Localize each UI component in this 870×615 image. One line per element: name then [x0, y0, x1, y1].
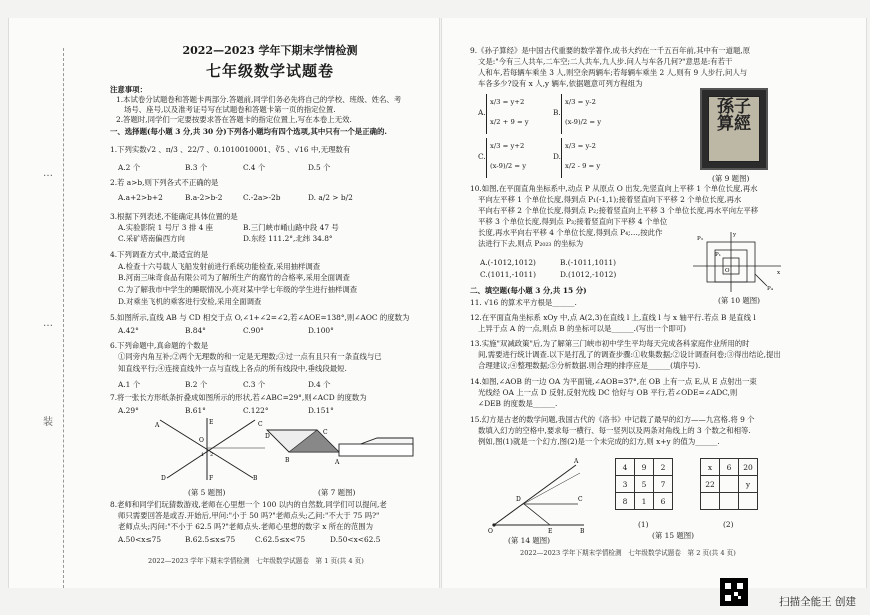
q6-option-d: D.4 个: [308, 380, 331, 389]
magic-cell: 7: [654, 476, 673, 493]
binding-line: [63, 48, 64, 588]
note-1-line-1: 1.本试卷分试题卷和答题卡两部分.答题前,同学们务必先将自己的学校、班级、姓名、考: [116, 95, 402, 104]
magic-square-1-row: [616, 476, 673, 493]
figure-5-caption: (第 5 题图): [188, 488, 226, 497]
q2-option-a: A.a+2>b+2: [118, 193, 163, 202]
q9-option-d-brace: [561, 138, 562, 178]
q9-option-c-eq2: (x-9)/2 = y: [490, 162, 527, 170]
question-8-line-2: 师只需要回答是或否.开始后,甲问:"小于 50 吗?"老师点头;乙问:"不大于 75 吗?": [118, 511, 380, 520]
question-12-line-2: 上异于点 A 的一点,则点 B 的坐标可以是______.(写出一个即可): [478, 324, 687, 333]
magic-square-2-label: (2): [723, 520, 734, 529]
question-10-line-1: 10.如图,在平面直角坐标系中,动点 P 从原点 O 出发,先竖直向上平移 1 个单位长度,再水: [470, 184, 758, 193]
q9-option-a-eq2: x/2 + 9 = y: [490, 118, 529, 126]
q9-option-c-eq1: x/3 = y+2: [490, 142, 525, 150]
fig10-label-p1: P₁: [715, 252, 721, 258]
q1-option-d: D.5 个: [308, 163, 331, 172]
q6-line-2: 知直线平行;④连接直线外一点与直线上各点的所有线段中,垂线段最短.: [118, 364, 347, 373]
fig14-label-d: D: [516, 496, 521, 503]
question-13-line-3: 合理建议;④整理数据;⑤分析数据.则合理的排序应是______(填序号).: [478, 361, 701, 370]
q3-option-d: D.东经 111.2°,北纬 34.8°: [243, 234, 333, 243]
q9-option-c-label: C.: [478, 152, 486, 161]
figure-14-mirror-angle: [488, 455, 588, 535]
q10-option-b: B.(-1011,1011): [560, 258, 617, 267]
q3-option-b: B.三门峡市崤山路中段 47 号: [243, 223, 339, 232]
question-10-line-2: 平向左平移 1 个单位长度,得到点 P₁(-1,1);接着竖直向下平移 2 个单位长度,再水: [478, 195, 742, 204]
question-6: 6.下列命题中,真命题的个数是: [110, 341, 209, 350]
question-14-line-1: 14.如图,∠AOB 的一边 OA 为平面镜,∠AOB=37°,在 OB 上有一点 E,从 E 点射出一束: [470, 377, 757, 386]
figure-7-caption: (第 7 题图): [318, 488, 356, 497]
q10-option-a: A.(-1012,1012): [480, 258, 536, 267]
question-11: 11. √16 的算术平方根是______.: [470, 298, 577, 307]
fig10-label-x: x: [777, 270, 781, 276]
section-1-heading: 一、选择题(每小题 3 分,共 30 分)下列各小题均有四个选项,其中只有一个是正确的.: [110, 127, 387, 136]
svg-text:C: C: [323, 429, 328, 436]
q9-option-b-eq1: x/3 = y-2: [565, 98, 596, 106]
q7-option-a: A.29°: [118, 406, 139, 415]
question-14-line-2: 光线经 OA 上一点 D 反射,反射光线 DC 恰好与 OB 平行,若∠ODE=∠ADC,则: [478, 388, 738, 397]
q9-option-a-eq1: x/3 = y+2: [490, 98, 525, 106]
question-10-line-3: 平向右平移 2 个单位长度,得到点 P₂;接着竖直向上平移 3 个单位长度,再水平向左平移: [478, 206, 759, 215]
question-9-line-3: 人和车,若每辆车乘坐 3 人,则空余两辆车;若每辆车乘坐 2 人,则有 9 人步行,问人与: [478, 68, 748, 77]
q5-option-c: C.90°: [243, 326, 264, 335]
q9-option-c-brace: [486, 138, 487, 178]
magic-cell: 2: [654, 459, 673, 476]
question-4: 4.下列调查方式中,最适宜的是: [110, 250, 209, 259]
magic-square-2-row: [701, 459, 758, 476]
fig14-label-o: O: [488, 528, 493, 535]
magic-cell: y: [739, 476, 758, 493]
fig10-label-p3: P₃: [697, 236, 703, 242]
figure-9-book-image: [700, 88, 768, 170]
q6-line-1: ①同旁内角互补;②两个无理数的和一定是无理数;③过一点有且只有一条直线与已: [118, 352, 382, 361]
book-cover: [708, 96, 760, 162]
question-13-line-2: 间,需要进行统计调查.以下是打乱了的调查步骤:①收集数据;②设计调查问卷;③得出结论,提出: [478, 350, 781, 359]
fig10-label-y: y: [733, 232, 737, 238]
exam-header-title: 2022—2023 学年下期末学情检测: [182, 44, 358, 57]
question-15-line-3: 例如,图(1)就是一个幻方,图(2)是一个未完成的幻方,则 x+y 的值为______.: [478, 437, 720, 446]
question-15-line-2: 数填入幻方的空格中,要求每一横行、每一竖列以及两条对角线上的 3 个数之和相等.: [478, 426, 751, 435]
svg-text:C: C: [258, 421, 263, 428]
q7-option-c: C.122°: [243, 406, 269, 415]
q10-option-c: C.(1011,-1011): [480, 270, 536, 279]
figure-10-coordinate-spiral: [693, 230, 785, 292]
magic-cell: 8: [616, 493, 635, 510]
magic-cell: [701, 493, 720, 510]
q4-option-d: D.对乘坐飞机的乘客进行安检,采用全面调查: [118, 297, 262, 306]
fig14-label-a: A: [574, 458, 579, 465]
magic-cell: 22: [701, 476, 720, 493]
question-13-line-1: 13.实施"双减政策"后,为了解第三门峡市初中学生平均每天完成各科家庭作业所用的时: [470, 339, 750, 348]
q1-option-a: A.2 个: [118, 163, 141, 172]
margin-mark: …: [43, 168, 53, 179]
q1-option-c: C.4 个: [243, 163, 266, 172]
figure-9-caption: (第 9 题图): [712, 174, 750, 183]
svg-text:D: D: [161, 475, 166, 482]
q2-option-b: B.a-2>b-2: [185, 193, 223, 202]
svg-text:B: B: [253, 475, 258, 482]
question-8-line-3: 老师点头;丙问:"不小于 62.5 吗?"老师点头.老师心里想的数字 x 所在的范围为: [118, 522, 374, 531]
q9-option-b-label: B.: [553, 108, 561, 117]
q9-option-d-label: D.: [553, 152, 562, 161]
q2-option-d: D. a/2 > b/2: [308, 193, 353, 202]
magic-cell: 6: [720, 459, 739, 476]
magic-cell: x: [701, 459, 720, 476]
notes-heading: 注意事项：: [110, 85, 147, 94]
scanner-watermark: 扫描全能王 创建: [779, 596, 856, 608]
q9-option-b-brace: [561, 94, 562, 134]
section-2-heading: 二、填空题(每小题 3 分,共 15 分): [470, 286, 587, 295]
q8-option-b: B.62.5≤x≤75: [185, 535, 236, 544]
fig14-label-c: C: [578, 496, 583, 503]
q3-option-c: C.采矿塔南偏西方向: [118, 234, 185, 243]
figure-10-caption: (第 10 题图): [718, 296, 761, 305]
exam-main-title: 七年级数学试题卷: [205, 62, 334, 80]
magic-square-1: [615, 458, 673, 510]
question-2: 2.若 a>b,则下列各式不正确的是: [110, 178, 219, 187]
question-9-line-1: 9.《孙子算经》是中国古代重要的数学著作,成书大约在一千五百年前,其中有一道题,原: [470, 46, 751, 55]
q1-option-b: B.3 个: [185, 163, 208, 172]
svg-text:A: A: [335, 459, 340, 466]
magic-cell: 4: [616, 459, 635, 476]
fig10-label-o: O: [725, 268, 730, 274]
q4-option-a: A.检查十六号载人飞船发射前进行系统功能检查,采用抽样调查: [118, 262, 321, 271]
q9-option-a-brace: [486, 94, 487, 134]
figure-14-caption: (第 14 题图): [508, 536, 551, 545]
note-2: 2.答题时,同学们一定要按要求答在答题卡的指定位置上,写在本卷上无效.: [116, 115, 352, 124]
magic-square-2: [700, 458, 758, 510]
svg-text:F: F: [209, 475, 214, 482]
magic-cell: [720, 476, 739, 493]
q4-option-c: C.为了解我市中学生的睡眠情况,小亮对某中学七年级的学生进行抽样调查: [118, 285, 358, 294]
question-9-line-4: 车各多少?设有 x 人,y 辆车,依据题意可列方程组为: [478, 79, 643, 88]
qr-code-icon: [720, 578, 748, 606]
figure-5-intersecting-lines: [155, 418, 275, 480]
figure-15-caption: (第 15 题图): [652, 531, 695, 540]
margin-mark: …: [43, 318, 53, 329]
question-3: 3.根据下列表述,不能确定具体位置的是: [110, 212, 238, 221]
margin-mark: 装: [43, 417, 53, 428]
q3-option-a: A.实验影院 1 号厅 3 排 4 座: [118, 223, 214, 232]
svg-text:D: D: [265, 433, 270, 440]
question-7: 7.将一张长方形纸条折叠成如图所示的形状,若∠ABC=29°,则∠ACD 的度数为: [110, 393, 367, 402]
q5-option-a: A.42°: [118, 326, 139, 335]
q5-option-d: D.100°: [308, 326, 334, 335]
question-15-line-1: 15.幻方是古老的数学问题,我国古代的《洛书》中记载了最早的幻方——九宫格.将 9 个: [470, 415, 755, 424]
magic-cell: 5: [635, 476, 654, 493]
magic-cell: 1: [635, 493, 654, 510]
svg-text:2: 2: [210, 452, 214, 458]
magic-cell: [720, 493, 739, 510]
q5-option-b: B.84°: [185, 326, 206, 335]
magic-square-2-row: [701, 476, 758, 493]
magic-cell: 3: [616, 476, 635, 493]
question-9-line-2: 文是:"今有三人共车,二车空;二人共车,九人步.问人与车各几何?"意思是:有若干: [478, 57, 733, 66]
question-14-line-3: ∠DEB 的度数是______.: [478, 399, 558, 408]
question-1: 1.下列实数√2 、π/3 、22/7 、0.1010010001、∛5 、√16 中,无理数有: [110, 145, 351, 154]
magic-square-1-row: [616, 459, 673, 476]
svg-text:B: B: [285, 457, 290, 464]
q9-option-d-eq2: x/2 - 9 = y: [565, 162, 601, 170]
q8-option-c: C.62.5≤x<75: [255, 535, 306, 544]
magic-cell: [739, 493, 758, 510]
q4-option-b: B.河南三味奇食品有限公司为了解所生产的腐竹的合格率,采用全面调查: [118, 273, 350, 282]
magic-cell: 20: [739, 459, 758, 476]
svg-text:E: E: [209, 419, 214, 426]
q7-option-d: D.151°: [308, 406, 334, 415]
q10-option-d: D.(1012,-1012): [560, 270, 617, 279]
figure-7-folded-strip: [265, 422, 415, 480]
q9-option-d-eq1: x/3 = y-2: [565, 142, 596, 150]
q6-option-c: C.3 个: [243, 380, 266, 389]
fig14-label-e: E: [548, 528, 553, 535]
q6-option-b: B.2 个: [185, 380, 208, 389]
q8-option-a: A.50<x≤75: [118, 535, 162, 544]
question-10-line-5: 长度,再水平向右平移 4 个单位长度,得到点 P₄;…,按此作: [478, 228, 663, 237]
magic-square-2-row: [701, 493, 758, 510]
q6-option-a: A.1 个: [118, 380, 141, 389]
left-page-footer: 2022—2023 学年下期末学情检测 七年级数学试题卷 第 1 页(共 4 页): [148, 557, 364, 565]
q9-option-a-label: A.: [478, 108, 486, 117]
q8-option-d: D.50<x<62.5: [330, 535, 381, 544]
q9-option-b-eq2: (x-9)/2 = y: [565, 118, 602, 126]
question-12-line-1: 12.在平面直角坐标系 xOy 中,点 A(2,3)在直线 l 上,直线 l 与 x 轴平行.若点 B 是直线 l: [470, 313, 756, 322]
q7-option-b: B.61°: [185, 406, 206, 415]
magic-cell: 6: [654, 493, 673, 510]
question-10-line-4: 平移 3 个单位长度,得到点 P₃;接着竖直向下平移 4 个单位: [478, 217, 668, 226]
question-5: 5.如图所示,直线 AB 与 CD 相交于点 O,∠1+∠2=∠2,若∠AOE=138°,则∠AOC 的度数为: [110, 313, 410, 322]
question-10-line-6: 法进行下去,则点 P₂₀₂₃ 的坐标为: [478, 239, 584, 248]
fig14-label-b: B: [580, 528, 585, 535]
svg-text:1: 1: [201, 452, 205, 458]
right-page-footer: 2022—2023 学年下期末学情检测 七年级数学试题卷 第 2 页(共 4 页): [520, 549, 736, 557]
question-8-line-1: 8.老师和同学们玩猜数游戏,老师在心里想一个 100 以内的自然数,同学们可以提问,老: [110, 500, 387, 509]
fig10-label-p4: P₄: [767, 286, 773, 292]
magic-square-1-row: [616, 493, 673, 510]
svg-text:A: A: [155, 422, 160, 429]
magic-square-1-label: (1): [638, 520, 649, 529]
magic-cell: 9: [635, 459, 654, 476]
q2-option-c: C.-2a>-2b: [243, 193, 281, 202]
svg-text:O: O: [199, 437, 204, 444]
note-1-line-2: 场号、座号,以及准考证号写在试题卷和答题卡第一页的指定位置.: [124, 105, 336, 114]
book-title-calligraphy: 孫子算經: [717, 97, 751, 134]
